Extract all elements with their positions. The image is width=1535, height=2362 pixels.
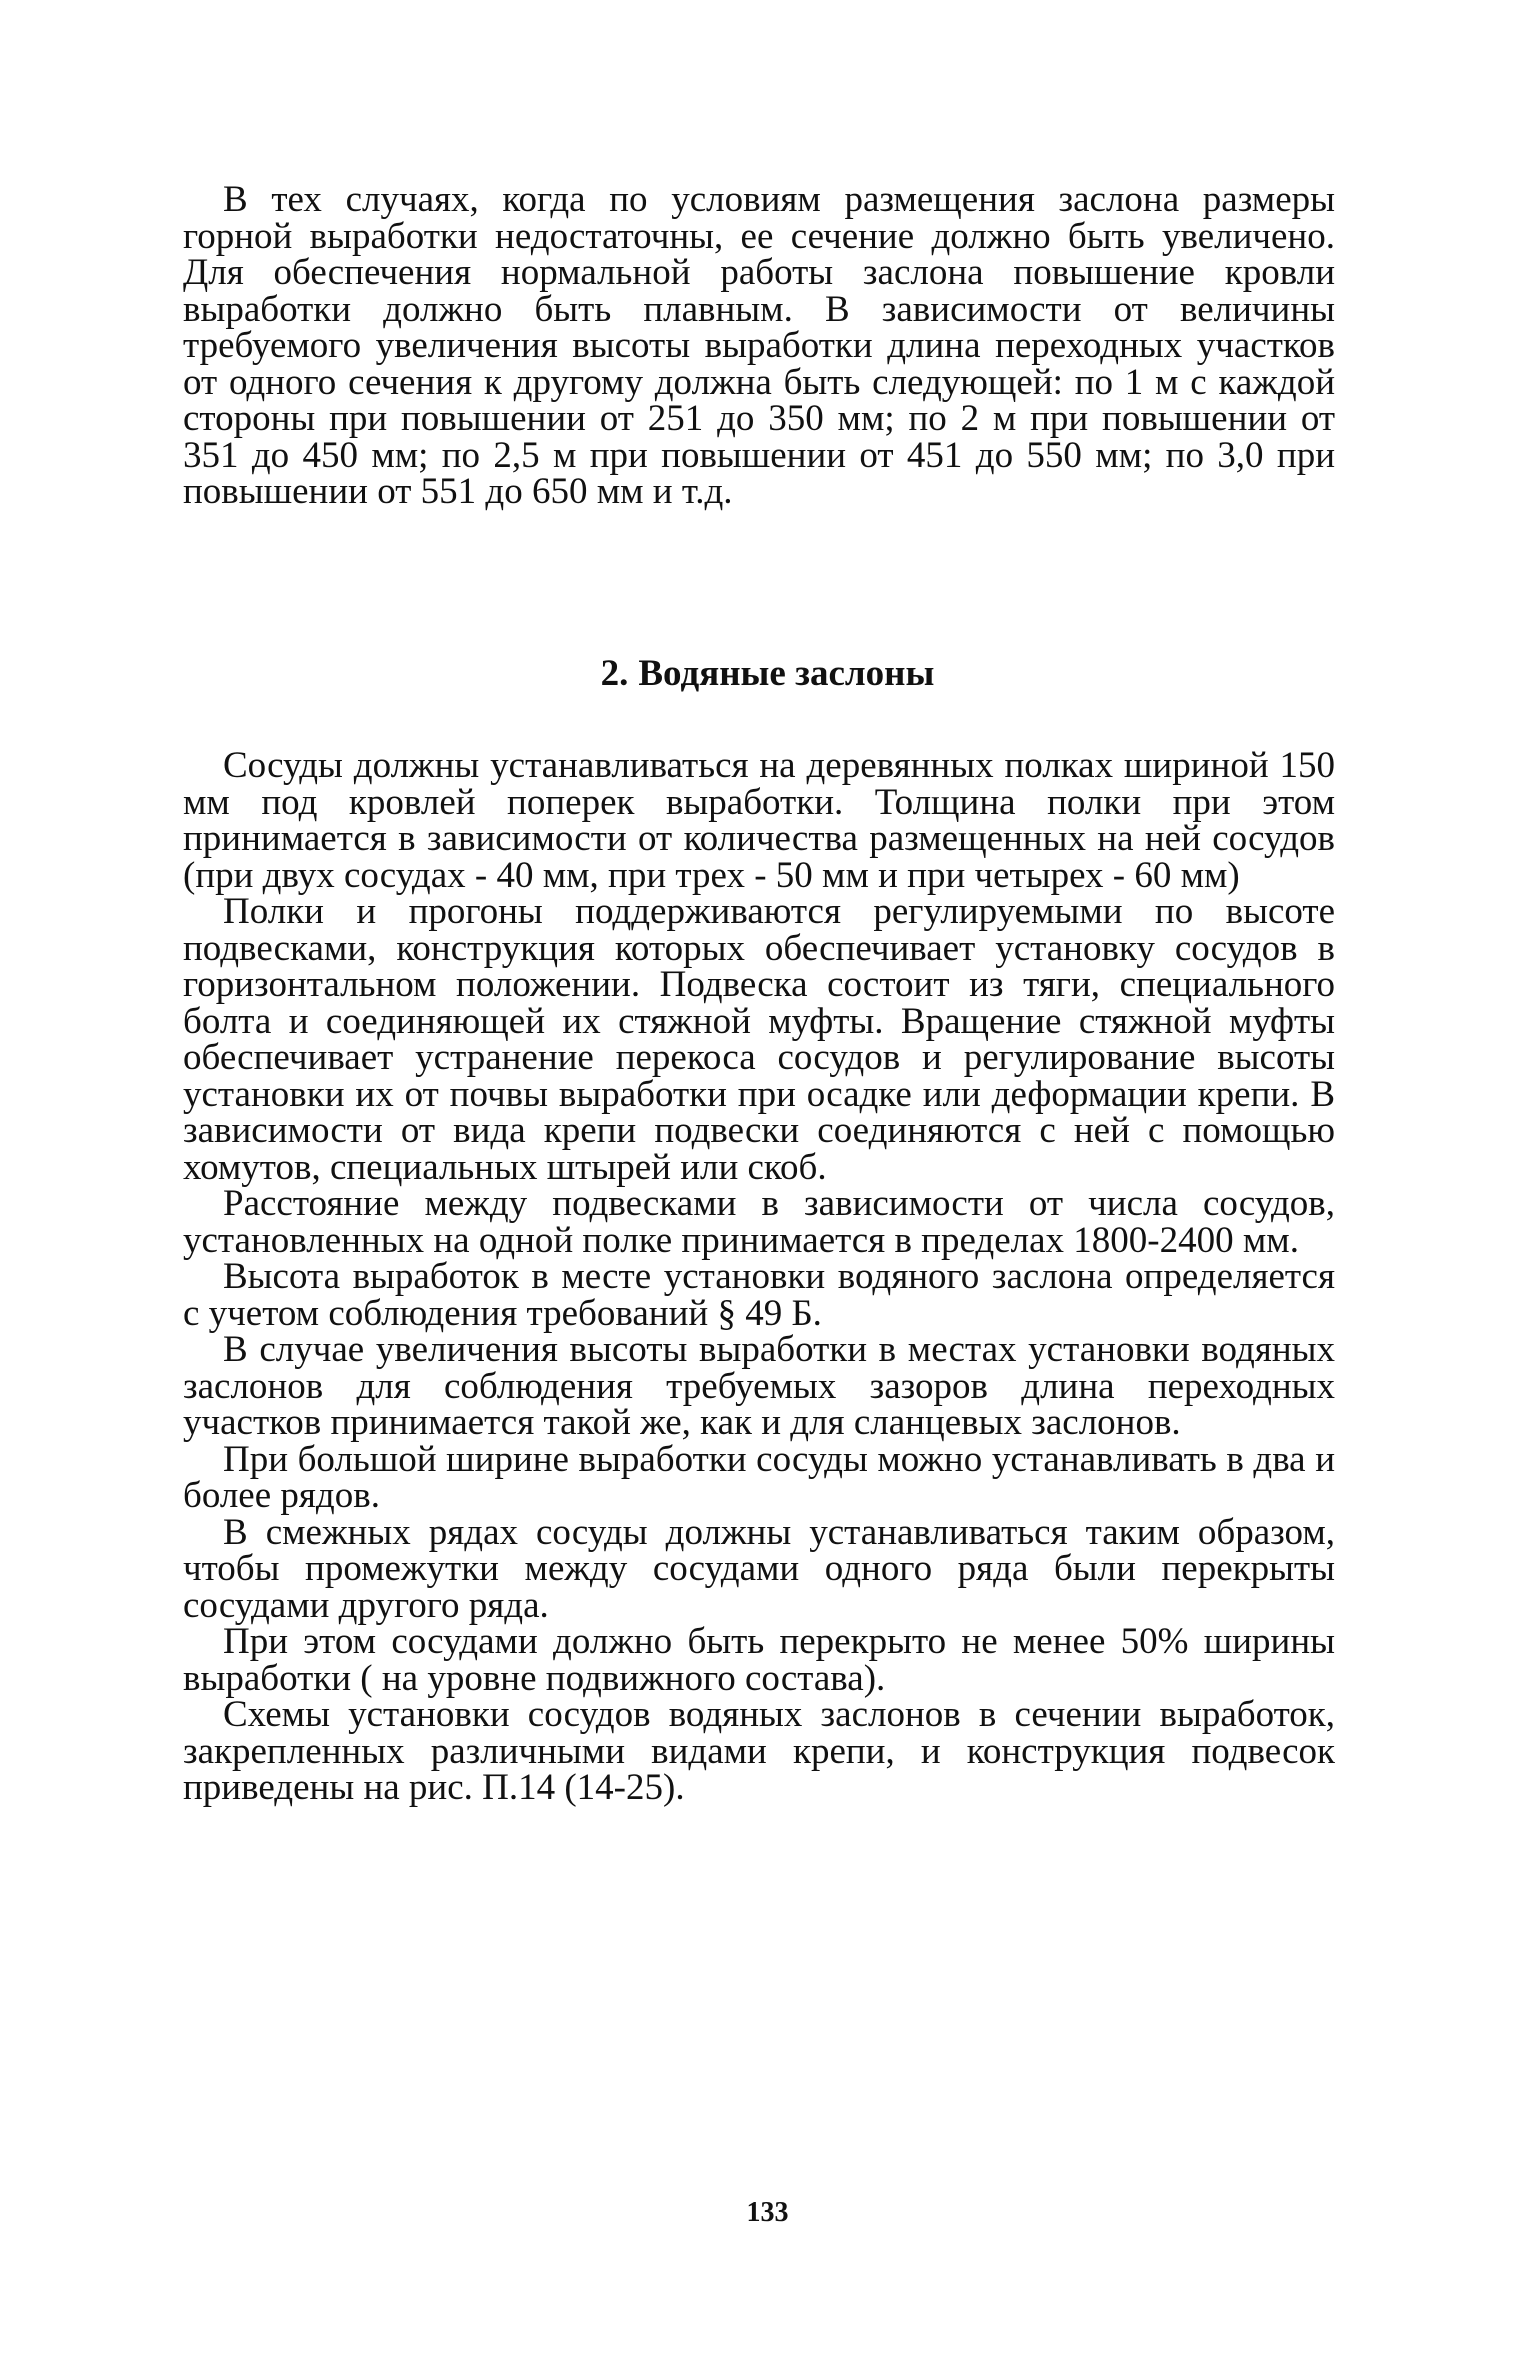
paragraph-figure-reference: Схемы установки сосудов водяных заслонов в сечении выработок, закрепленных различными видами крепи, и конструкция подвесок приведены на рис. П.14 (14-25). (183, 1694, 1335, 1808)
paragraph-hangers: Полки и прогоны поддерживаются регулируемыми по высоте подвесками, конструкция которых обеспечивает установку сосудов в горизонтальном положении. Подвеска состоит из тяги, специального болта и соединяющей их стяжной муфты. Вращение стяжной муфты обеспечивает устранение перекоса сосудов и регулирование высоты установки их от почвы выработки при осадке или деформации крепи. В зависимости от вида крепи подвески соединяются с ней с помощью хомутов, специальных штырей или скоб. (183, 891, 1335, 1188)
page-number: 133 (746, 2197, 789, 2228)
paragraph-hanger-spacing: Расстояние между подвесками в зависимости от числа сосудов, установленных на одной полке принимается в пределах 1800-2400 мм. (183, 1183, 1335, 1261)
section-title: Водяные заслоны (638, 653, 935, 694)
section-number: 2. (600, 653, 629, 694)
paragraph-shelves: Сосуды должны устанавливаться на деревянных полках шириной 150 мм под кровлей поперек выработки. Толщина полки при этом принимается в зависимости от количества размещенных на ней сосудов (при двух сосудах - 40 мм, при трех - 50 мм и при четырех - 60 мм) (183, 745, 1335, 896)
paragraph-working-height: Высота выработок в месте установки водяного заслона определяется с учетом соблюдения требований § 49 Б. (183, 1256, 1335, 1334)
section-body (183, 745, 1335, 1808)
paragraph-coverage: При этом сосудами должно быть перекрыто не менее 50% ширины выработки ( на уровне подвижного состава). (183, 1621, 1335, 1699)
paragraph-adjacent-rows: В смежных рядах сосуды должны устанавливаться таким образом, чтобы промежутки между сосудами одного ряда были перекрыты сосудами другого ряда. (183, 1511, 1335, 1626)
section-heading (0, 652, 1535, 695)
paragraph-height-increase: В случае увеличения высоты выработки в местах установки водяных заслонов для соблюдения требуемых зазоров длина переходных участков принимается такой же, как и для сланцевых заслонов. (183, 1329, 1335, 1443)
paragraph-multiple-rows: При большой ширине выработки сосуды можно устанавливать в два и более рядов. (183, 1438, 1335, 1516)
intro-paragraph: В тех случаях, когда по условиям размещения заслона размеры горной выработки недостаточны, ее сечение должно быть увеличено. Для обеспечения нормальной работы заслона повышение кровли выработки должно быть плавным. В зависимости от величины требуемого увеличения высоты выработки длина переходных участков от одного сечения к другому должна быть следующей: по 1 м с каждой стороны при повышении от 251 до 350 мм; по 2 м при повышении от 351 до 450 мм; по 2,5 м при повышении от 451 до 550 мм; по 3,0 при повышении от 551 до 650 мм и т.д. (183, 179, 1335, 512)
intro-text-block (183, 179, 1335, 512)
